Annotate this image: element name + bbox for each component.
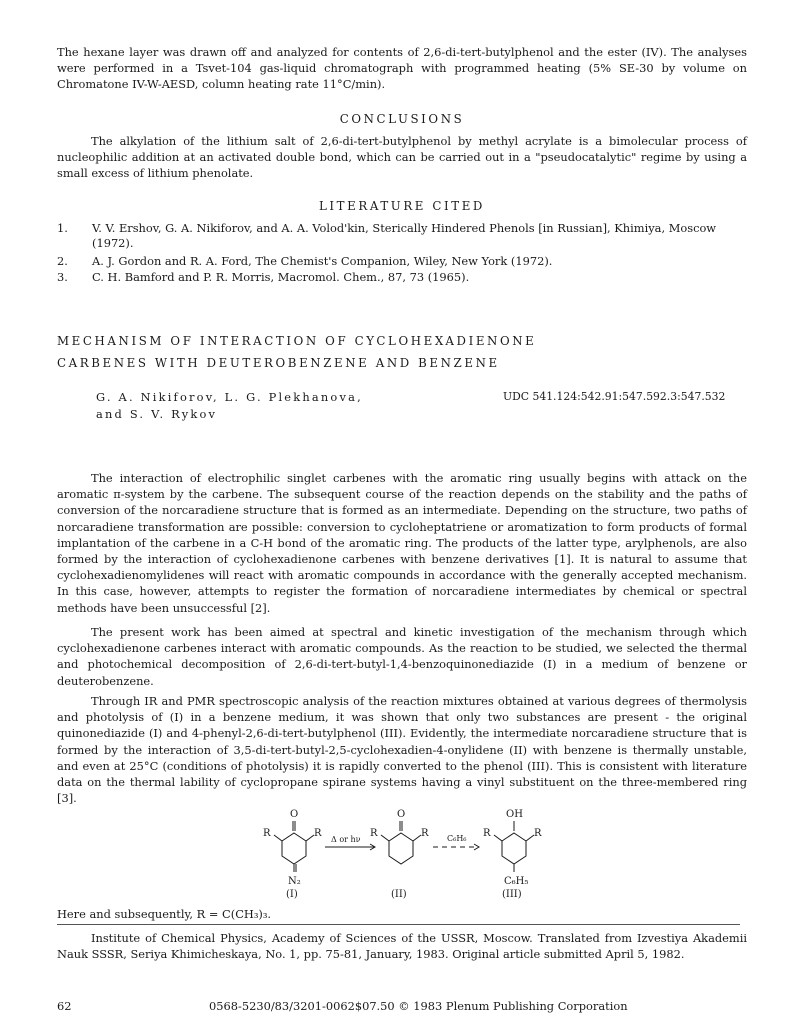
r-group-label: R — [534, 828, 542, 839]
article-title-line-1: MECHANISM OF INTERACTION OF CYCLOHEXADIENONE — [57, 334, 537, 348]
compound-iii-label: (III) — [502, 889, 522, 900]
reaction-scheme — [250, 805, 570, 903]
r-group-label: R — [421, 828, 429, 839]
footnote-rule — [57, 924, 740, 925]
hydroxyl-label: OH — [506, 809, 523, 820]
literature-heading: LITERATURE CITED — [318, 199, 485, 213]
r-group-label: R — [314, 828, 322, 839]
r-group-note: Here and subsequently, R = C(CH₃)₃. — [57, 907, 272, 921]
arrow-conditions-label: Δ or hν — [331, 835, 361, 844]
reference-text: A. J. Gordon and R. A. Ford, The Chemist's Companion, Wiley, New York (1972). — [92, 254, 553, 268]
article-title-line-2: CARBENES WITH DEUTEROBENZENE AND BENZENE — [57, 356, 500, 370]
reference-number: 3. — [57, 270, 68, 284]
body-paragraph-3: Through IR and PMR spectroscopic analysis of the reaction mixtures obtained at various degrees of thermolysis and photolysis of (I) in a benzene medium, it was shown that only two substances are present - the original quinonediazide (I) and 4-phenyl-2,6-di-tert-butylphenol (III). Evidently, the intermediate norcaradiene structure that is formed by the interaction of 3,5-di-tert-butyl-2,5-cyclohexadien-4-onylidene (II) with benzene is thermally unstable, and even at 25°C (conditions of photolysis) it is rapidly converted to the phenol (III). This is consistent with literature data on the thermal lability of cyclopropane spirane systems having a vinyl substituent on the three-membered ring [3]. — [57, 694, 747, 806]
phenyl-label: C₆H₅ — [504, 876, 529, 887]
reference-number: 2. — [57, 254, 68, 268]
reference-item-3 — [57, 270, 747, 285]
compound-ii-label: (II) — [391, 889, 407, 900]
diazo-label: N₂ — [288, 876, 301, 887]
page-number: 62 — [57, 999, 72, 1013]
reference-number: 1. — [57, 221, 68, 235]
r-group-label: R — [263, 828, 271, 839]
body-paragraph-1: The interaction of electrophilic singlet carbenes with the aromatic ring usually begins with attack on the aromatic π-system by the carbene. The subsequent course of the reaction depends on the stability and the paths of conversion of the norcaradiene structure that is formed as an intermediate. Depending on the structure, two paths of norcaradiene transformation are possible: conversion to cycloheptatriene or aromatization to form products of formal implantation of the carbene in a C-H bond of the aromatic ring. The products of the latter type, arylphenols, are also formed by the interaction of cyclohexadienone carbenes with benzene derivatives [1]. It is natural to assume that cyclohexadienomylidenes will react with aromatic compounds in accordance with the generally accepted mechanism. In this case, however, attempts to register the formation of norcaradiene intermediates by chemical or spectral methods have been unsuccessful [2]. — [57, 471, 747, 615]
oxygen-label: O — [290, 809, 299, 820]
oxygen-label: O — [397, 809, 406, 820]
r-group-label: R — [483, 828, 491, 839]
r-group-label: R — [370, 828, 378, 839]
conclusions-text: The alkylation of the lithium salt of 2,6-di-tert-butylphenol by methyl acrylate is a bimolecular process of nucleophilic addition at an activated double bond, which can be carried out in a "pseudocatalytic" regime by using a small excess of lithium phenolate. — [57, 134, 747, 181]
body-paragraph-2: The present work has been aimed at spectral and kinetic investigation of the mechanism through which cyclohexadienone carbenes interact with aromatic compounds. As the reaction to be studied, we selected the thermal and photochemical decomposition of 2,6-di-tert-butyl-1,4-benzoquinonediazide (I) in a medium of benzene or deuterobenzene. — [57, 625, 747, 688]
footnote: Institute of Chemical Physics, Academy of Sciences of the USSR, Moscow. Translated from Izvestiya Akademii Nauk SSSR, Seriya Khimicheskaya, No. 1, pp. 75-81, January, 1983. Original article submitted April 5, 1982. — [57, 931, 747, 962]
reference-text: V. V. Ershov, G. A. Nikiforov, and A. A. Volod'kin, Sterically Hindered Phenols [in Russian], Khimiya, Moscow (1972). — [92, 221, 717, 251]
udc-code: UDC 541.124:542.91:547.592.3:547.532 — [503, 390, 726, 403]
reference-item-1 — [57, 221, 747, 252]
intro-paragraph: The hexane layer was drawn off and analyzed for contents of 2,6-di-tert-butylphenol and the ester (IV). The analyses were performed in a Tsvet-104 gas-liquid chromatograph with programmed heating (5% SE-30 by volume on Chromatone IV-W-AESD, column heating rate 11°C/min). — [57, 45, 747, 92]
compound-i-label: (I) — [286, 889, 298, 900]
reference-item-2 — [57, 254, 747, 269]
copyright-line: 0568-5230/83/3201-0062$07.50 © 1983 Plenum Publishing Corporation — [209, 999, 628, 1013]
authors-line-2: and S. V. Rykov — [96, 407, 218, 421]
reference-text: C. H. Bamford and P. R. Morris, Macromol. Chem., 87, 73 (1965). — [92, 270, 470, 284]
conclusions-heading: CONCLUSIONS — [339, 112, 465, 126]
benzene-reagent-label: C₆H₆ — [447, 834, 467, 843]
authors-line-1: G. A. Nikiforov, L. G. Plekhanova, — [96, 390, 363, 404]
